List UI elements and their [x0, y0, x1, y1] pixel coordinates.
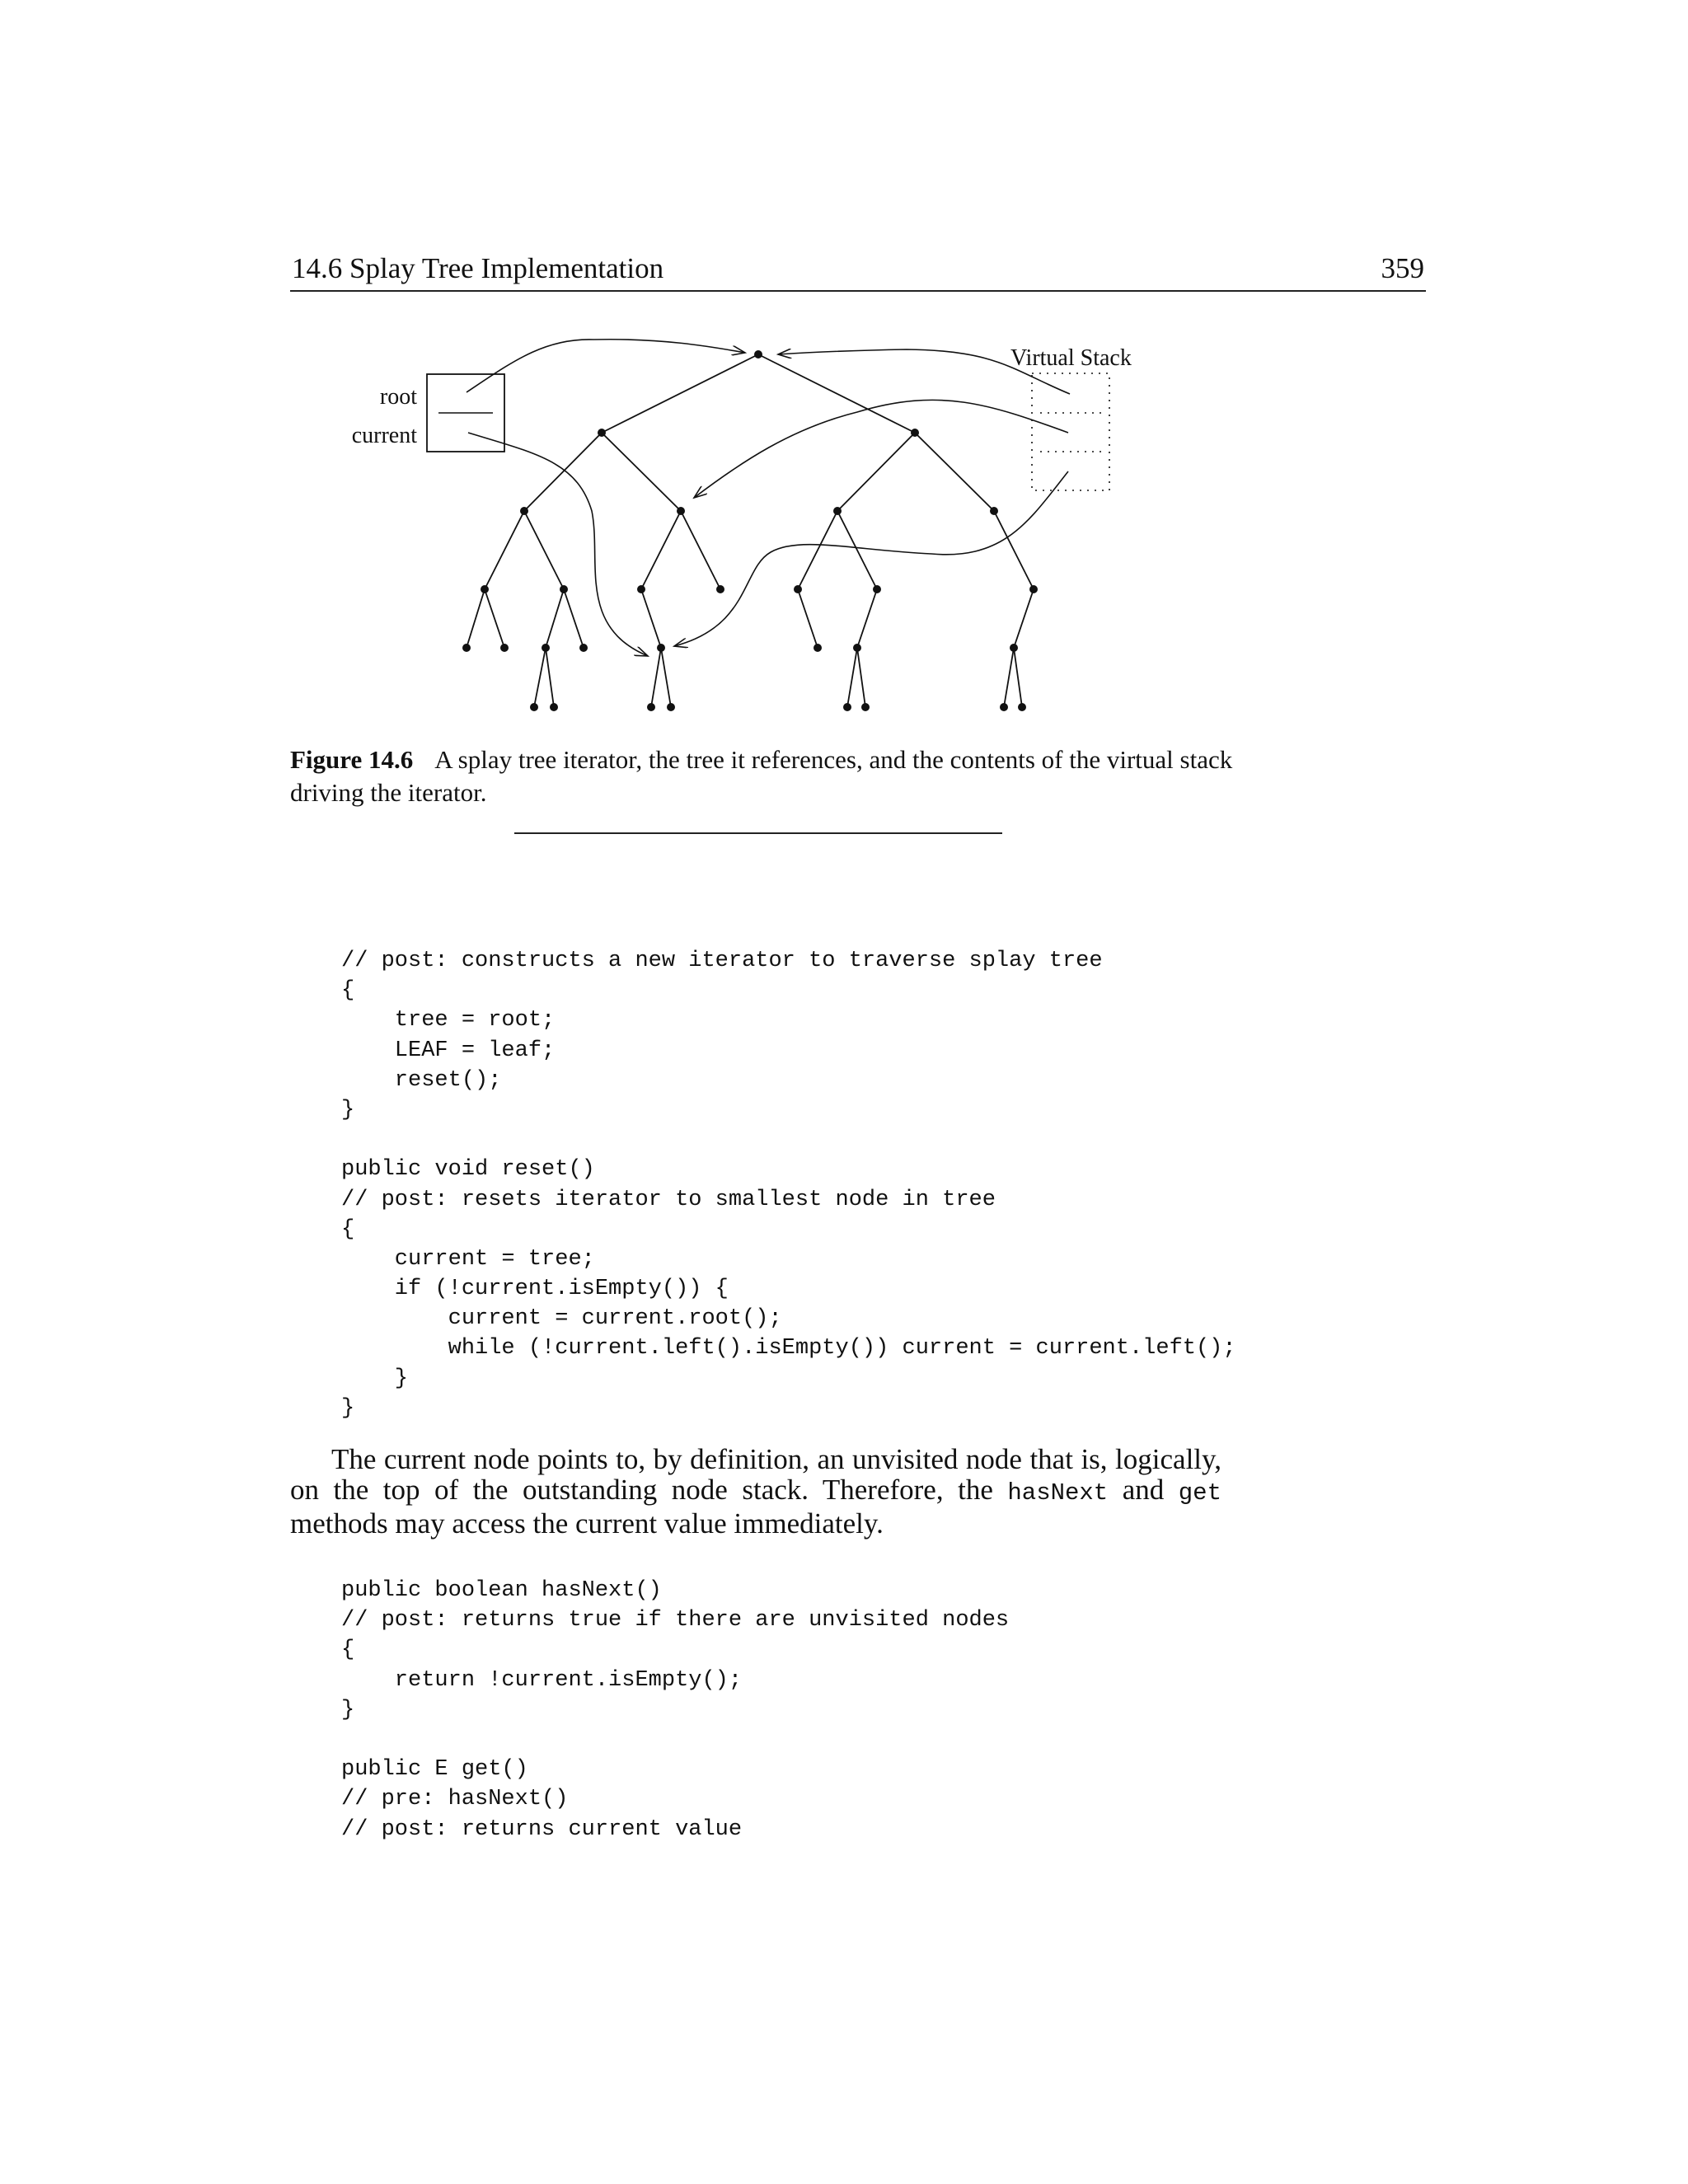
paragraph-part: The current node points to, by definition, an unvisited node that is, logically, on the top of the outstanding node stack. Therefore, the [290, 1443, 1221, 1506]
tree-node [794, 585, 802, 593]
tree-node [873, 585, 881, 593]
page-number: 359 [1381, 252, 1424, 284]
code-block-constructor-reset [341, 946, 1236, 1423]
code-line: public boolean hasNext() [341, 1578, 662, 1603]
tree-node [911, 429, 919, 437]
code-block-hasnext-get [341, 1576, 1009, 1844]
code-get: get [1178, 1479, 1221, 1507]
tree-node [853, 644, 861, 652]
code-hasNext: hasNext [1007, 1479, 1109, 1507]
code-line: } [341, 1097, 355, 1122]
virtual-stack-label: Virtual Stack [1010, 345, 1132, 371]
code-line: current = tree; [341, 1246, 595, 1272]
code-line: return !current.isEmpty(); [341, 1667, 743, 1693]
tree-node [716, 585, 724, 593]
code-line: // post: returns true if there are unvisited nodes [341, 1608, 1010, 1633]
caption-rule [514, 832, 1002, 834]
paragraph-text [290, 1444, 1221, 1539]
code-line: { [341, 1216, 355, 1242]
tree-node [579, 644, 588, 652]
tree-node [530, 703, 538, 711]
body-paragraph [290, 1444, 1221, 1539]
paragraph-part: and [1108, 1474, 1179, 1506]
code-line [341, 1725, 1009, 1755]
code-line: // post: resets iterator to smallest node in tree [341, 1187, 996, 1212]
code-line: LEAF = leaf; [341, 1038, 556, 1063]
tree-node-current [657, 644, 665, 652]
tree-node [520, 507, 528, 515]
code-line: } [341, 1395, 355, 1421]
code-line: // pre: hasNext() [341, 1787, 569, 1812]
code-line: tree = root; [341, 1008, 556, 1033]
tree-node [550, 703, 558, 711]
splay-tree-figure [0, 0, 1688, 742]
tree-node [667, 703, 675, 711]
code-line: current = current.root(); [341, 1306, 782, 1332]
tree-node [677, 507, 685, 515]
code-line: if (!current.isEmpty()) { [341, 1277, 729, 1302]
virtual-stack-box [1032, 373, 1109, 490]
tree-node [754, 350, 762, 359]
stack-bottom-arrow [674, 471, 1068, 646]
code-line: } [341, 1366, 409, 1391]
tree-edges [467, 354, 1034, 707]
code-line: { [341, 1638, 355, 1663]
code-line: public E get() [341, 1757, 528, 1783]
stack-middle-arrow [694, 400, 1068, 498]
tree-node [990, 507, 998, 515]
tree-node [500, 644, 509, 652]
tree-node [1010, 644, 1018, 652]
code-line: { [341, 978, 355, 1004]
code-line: while (!current.left().isEmpty()) current = current.left(); [341, 1336, 1236, 1361]
current-label: current [351, 423, 417, 448]
tree-node [833, 507, 842, 515]
tree-node [861, 703, 870, 711]
tree-node [462, 644, 471, 652]
caption-label: Figure 14.6 [290, 745, 414, 774]
tree-node [598, 429, 606, 437]
tree-node [1029, 585, 1038, 593]
tree-nodes [462, 350, 1038, 711]
figure-caption [290, 743, 1238, 809]
pointer-arrows [467, 340, 1070, 656]
paragraph-part: methods may access the current value immediately. [290, 1507, 884, 1540]
tree-node [1018, 703, 1026, 711]
tree-node [560, 585, 568, 593]
caption-text: A splay tree iterator, the tree it references, and the contents of the virtual stack driving the iterator. [290, 745, 1233, 807]
code-line: reset(); [341, 1067, 502, 1093]
code-line: public void reset() [341, 1157, 595, 1183]
tree-node [843, 703, 851, 711]
tree-node [1000, 703, 1008, 711]
code-line: } [341, 1697, 355, 1722]
code-line: // post: constructs a new iterator to traverse splay tree [341, 949, 1103, 973]
section-title: 14.6 Splay Tree Implementation [292, 252, 664, 284]
tree-node [814, 644, 822, 652]
code-line: // post: returns current value [341, 1816, 743, 1842]
root-label: root [379, 384, 417, 410]
tree-node [481, 585, 489, 593]
root-pointer-arrow [467, 340, 745, 392]
tree-node [647, 703, 655, 711]
tree-node [542, 644, 550, 652]
code-line [341, 1125, 1236, 1155]
tree-node [637, 585, 645, 593]
